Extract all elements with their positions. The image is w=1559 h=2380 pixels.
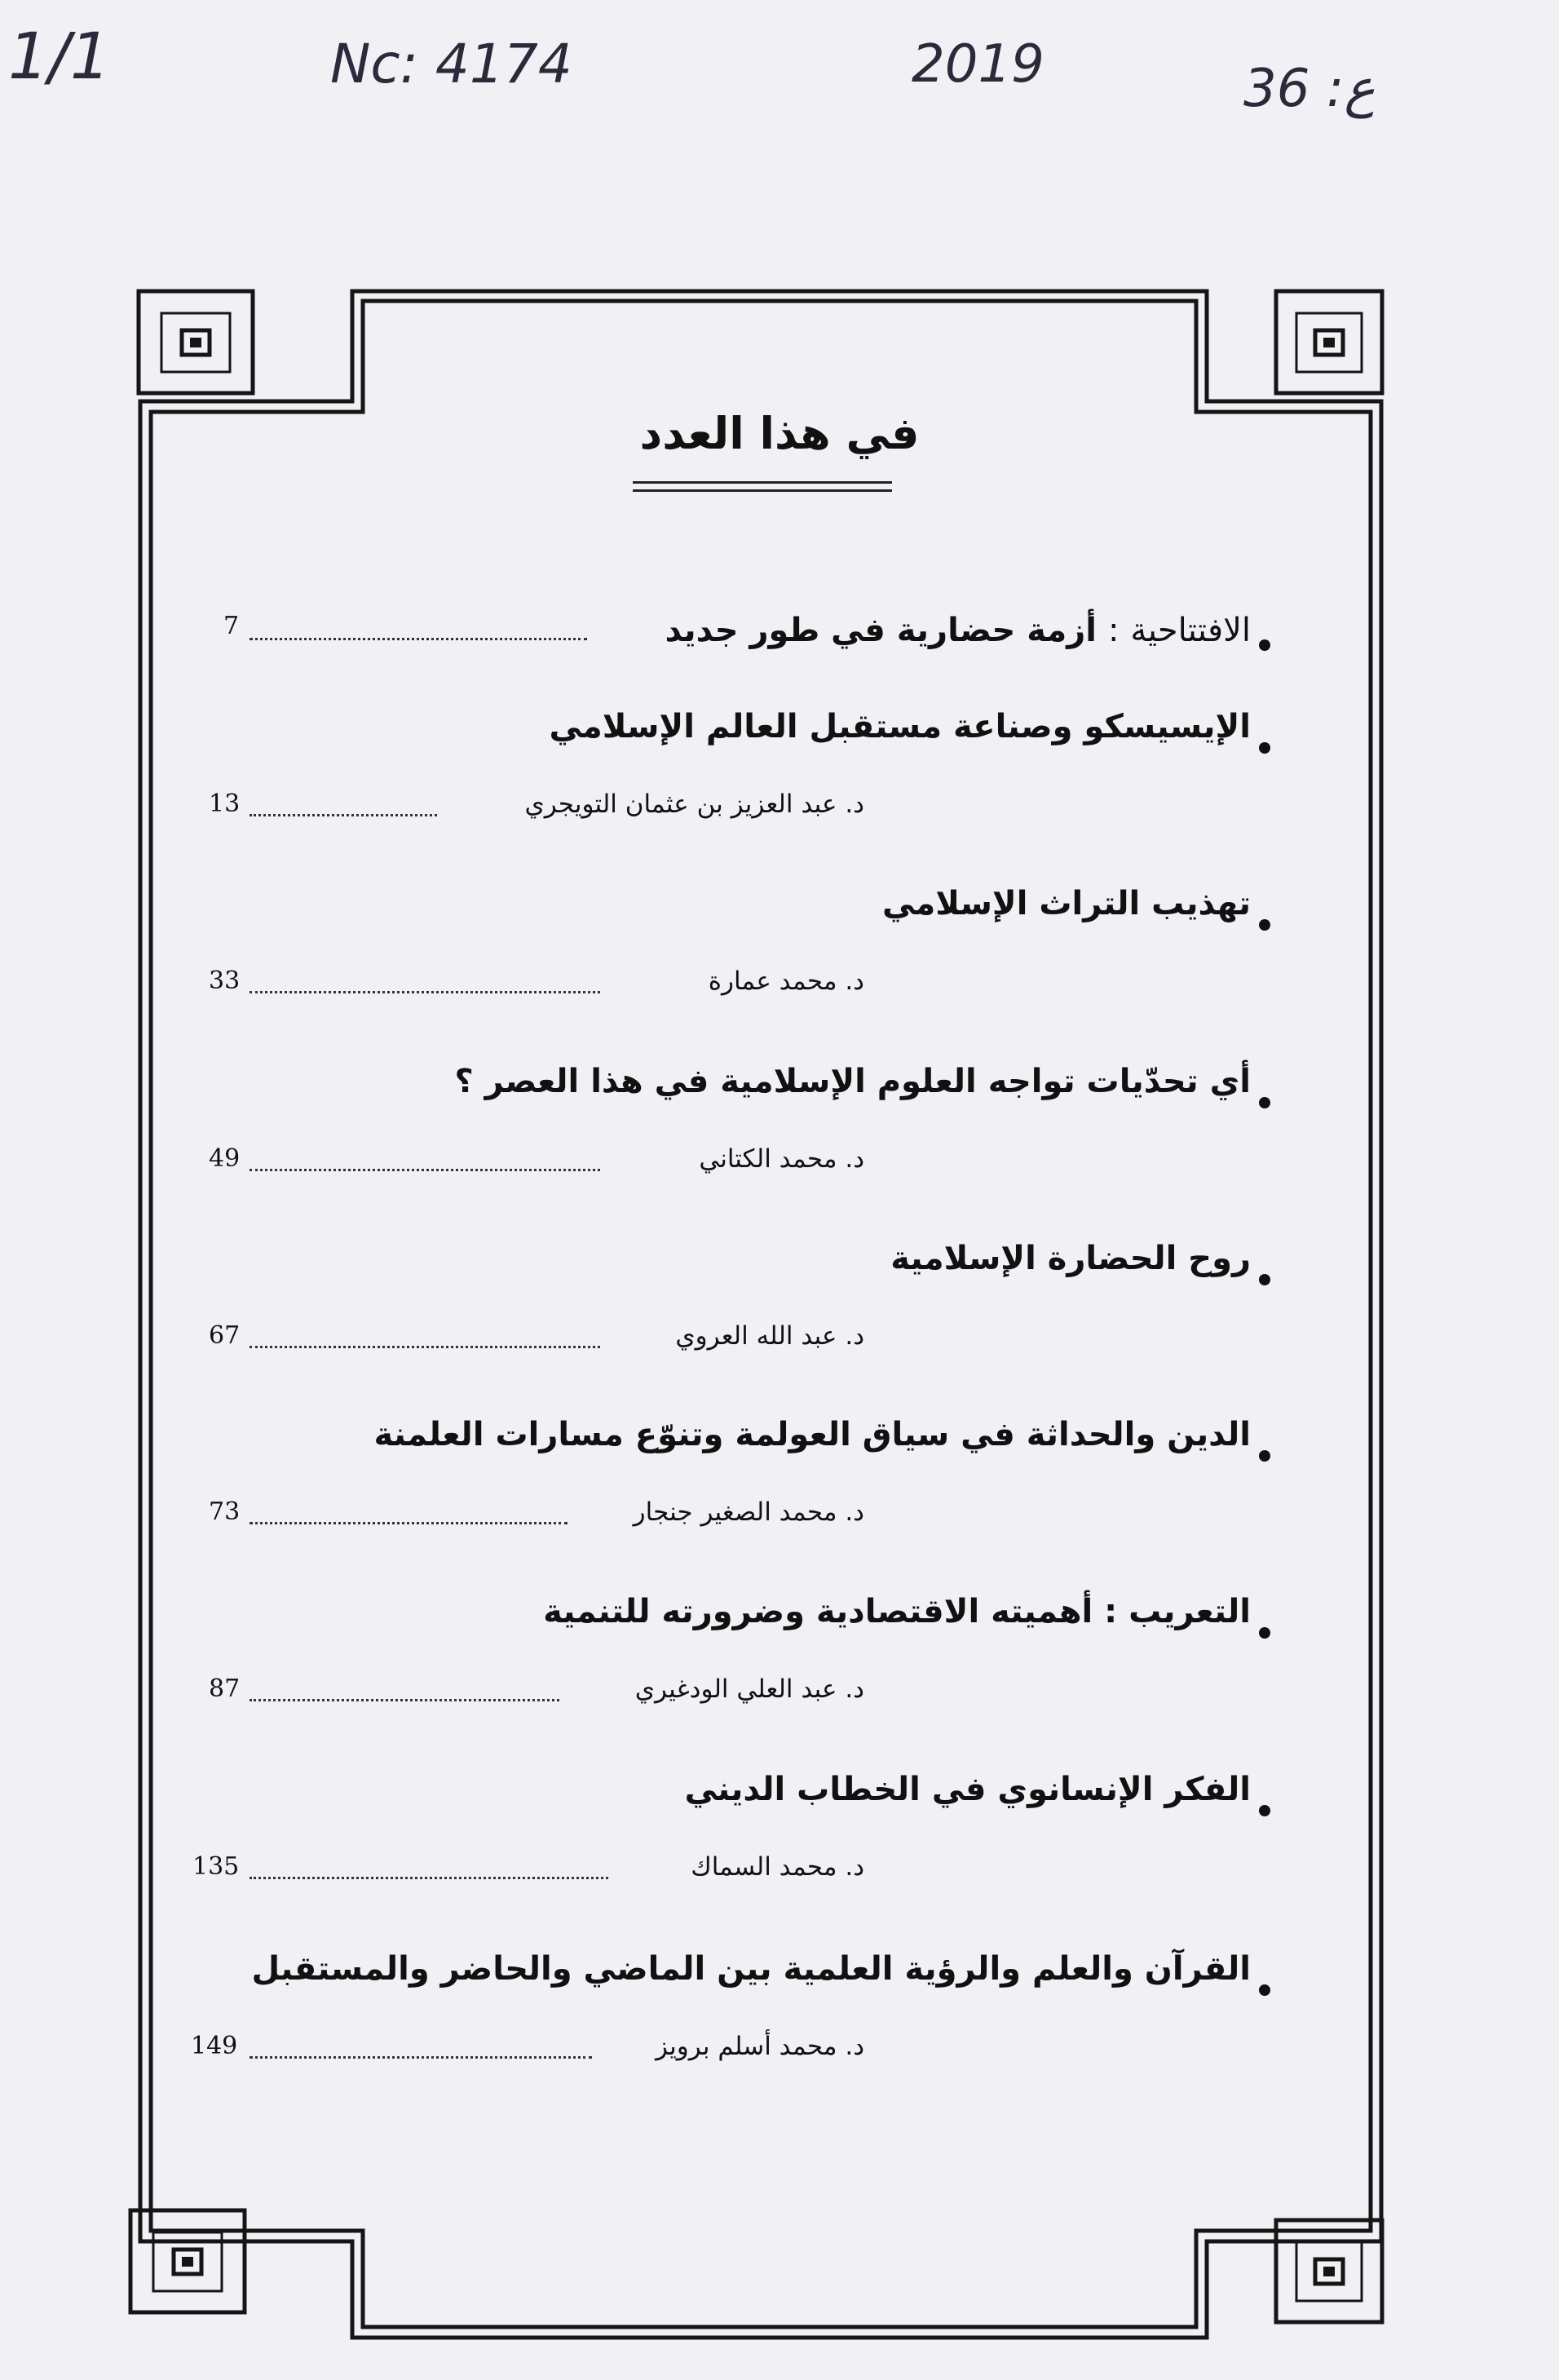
leader-dots <box>250 991 600 993</box>
page-number: 67 <box>209 1321 241 1350</box>
editorial-line <box>665 612 1251 649</box>
bullet <box>1259 742 1270 754</box>
leader-dots <box>250 1877 608 1879</box>
title-underline-2 <box>633 489 892 492</box>
section-title: في هذا العدد <box>639 408 920 459</box>
editorial-label: الافتتاحية <box>1130 612 1251 649</box>
leader-dots <box>250 814 437 816</box>
editorial-separator: : <box>1107 612 1120 649</box>
bullet <box>1259 1274 1270 1285</box>
page-number: 33 <box>209 967 241 995</box>
editorial-title: أزمة حضارية في طور جديد <box>665 612 1097 649</box>
entry-author: د. عبد العزيز بن عثمان التويجري <box>524 790 864 819</box>
entry-title: أي تحدّيات تواجه العلوم الإسلامية في هذا العصر ؟ <box>454 1063 1251 1100</box>
leader-dots <box>250 1169 600 1171</box>
leader-dots <box>250 2056 592 2059</box>
leader-dots <box>250 1346 600 1348</box>
bullet <box>1259 639 1270 651</box>
entry-title: الفكر الإنسانوي في الخطاب الديني <box>684 1771 1251 1808</box>
page-number: 7 <box>223 612 240 640</box>
frame-inner-line <box>151 301 1371 2327</box>
entry-title: الدين والحداثة في سياق العولمة وتنوّع مسارات العلمنة <box>373 1416 1251 1453</box>
page-number: 49 <box>209 1144 241 1173</box>
bullet <box>1259 1627 1270 1639</box>
handwritten-issue: 36 :ع <box>1243 59 1376 119</box>
entry-title: تهذيب التراث الإسلامي <box>881 885 1251 922</box>
entry-author: د. محمد أسلم برويز <box>656 2032 864 2061</box>
page-number: 13 <box>209 790 241 818</box>
bullet <box>1259 1805 1270 1816</box>
bullet <box>1259 1450 1270 1462</box>
entry-title: القرآن والعلم والرؤية العلمية بين الماضي والحاضر والمستقبل <box>251 1950 1251 1988</box>
page-number: 149 <box>191 2032 238 2060</box>
entry-title: الإيسيسكو وصناعة مستقبل العالم الإسلامي <box>549 708 1251 745</box>
page-number: 73 <box>209 1497 241 1526</box>
frame-outer-line <box>140 291 1381 2338</box>
page-number: 87 <box>209 1674 241 1703</box>
bullet <box>1259 1097 1270 1108</box>
leader-dots <box>250 1699 559 1701</box>
entry-author: د. محمد عمارة <box>708 967 864 996</box>
entry-author: د. عبد الله العروي <box>675 1321 864 1351</box>
title-underline <box>633 481 892 484</box>
entry-author: د. محمد السماك <box>691 1852 864 1882</box>
handwritten-year: 2019 <box>912 34 1044 95</box>
bullet <box>1259 1984 1270 1996</box>
leader-dots <box>250 638 587 640</box>
entry-author: د. محمد الصغير جنجار <box>633 1497 864 1527</box>
entry-title: روح الحضارة الإسلامية <box>890 1240 1251 1277</box>
leader-dots <box>250 1522 568 1524</box>
page-number: 135 <box>192 1852 240 1881</box>
handwritten-number: Nc: 4174 <box>330 33 572 95</box>
handwritten-pages: 1/1 <box>8 20 111 94</box>
entry-title: التعريب : أهميته الاقتصادية وضرورته للتنمية <box>543 1593 1251 1630</box>
entry-author: د. عبد العلي الودغيري <box>634 1674 864 1704</box>
entry-author: د. محمد الكتاني <box>699 1144 864 1174</box>
bullet <box>1259 919 1270 931</box>
